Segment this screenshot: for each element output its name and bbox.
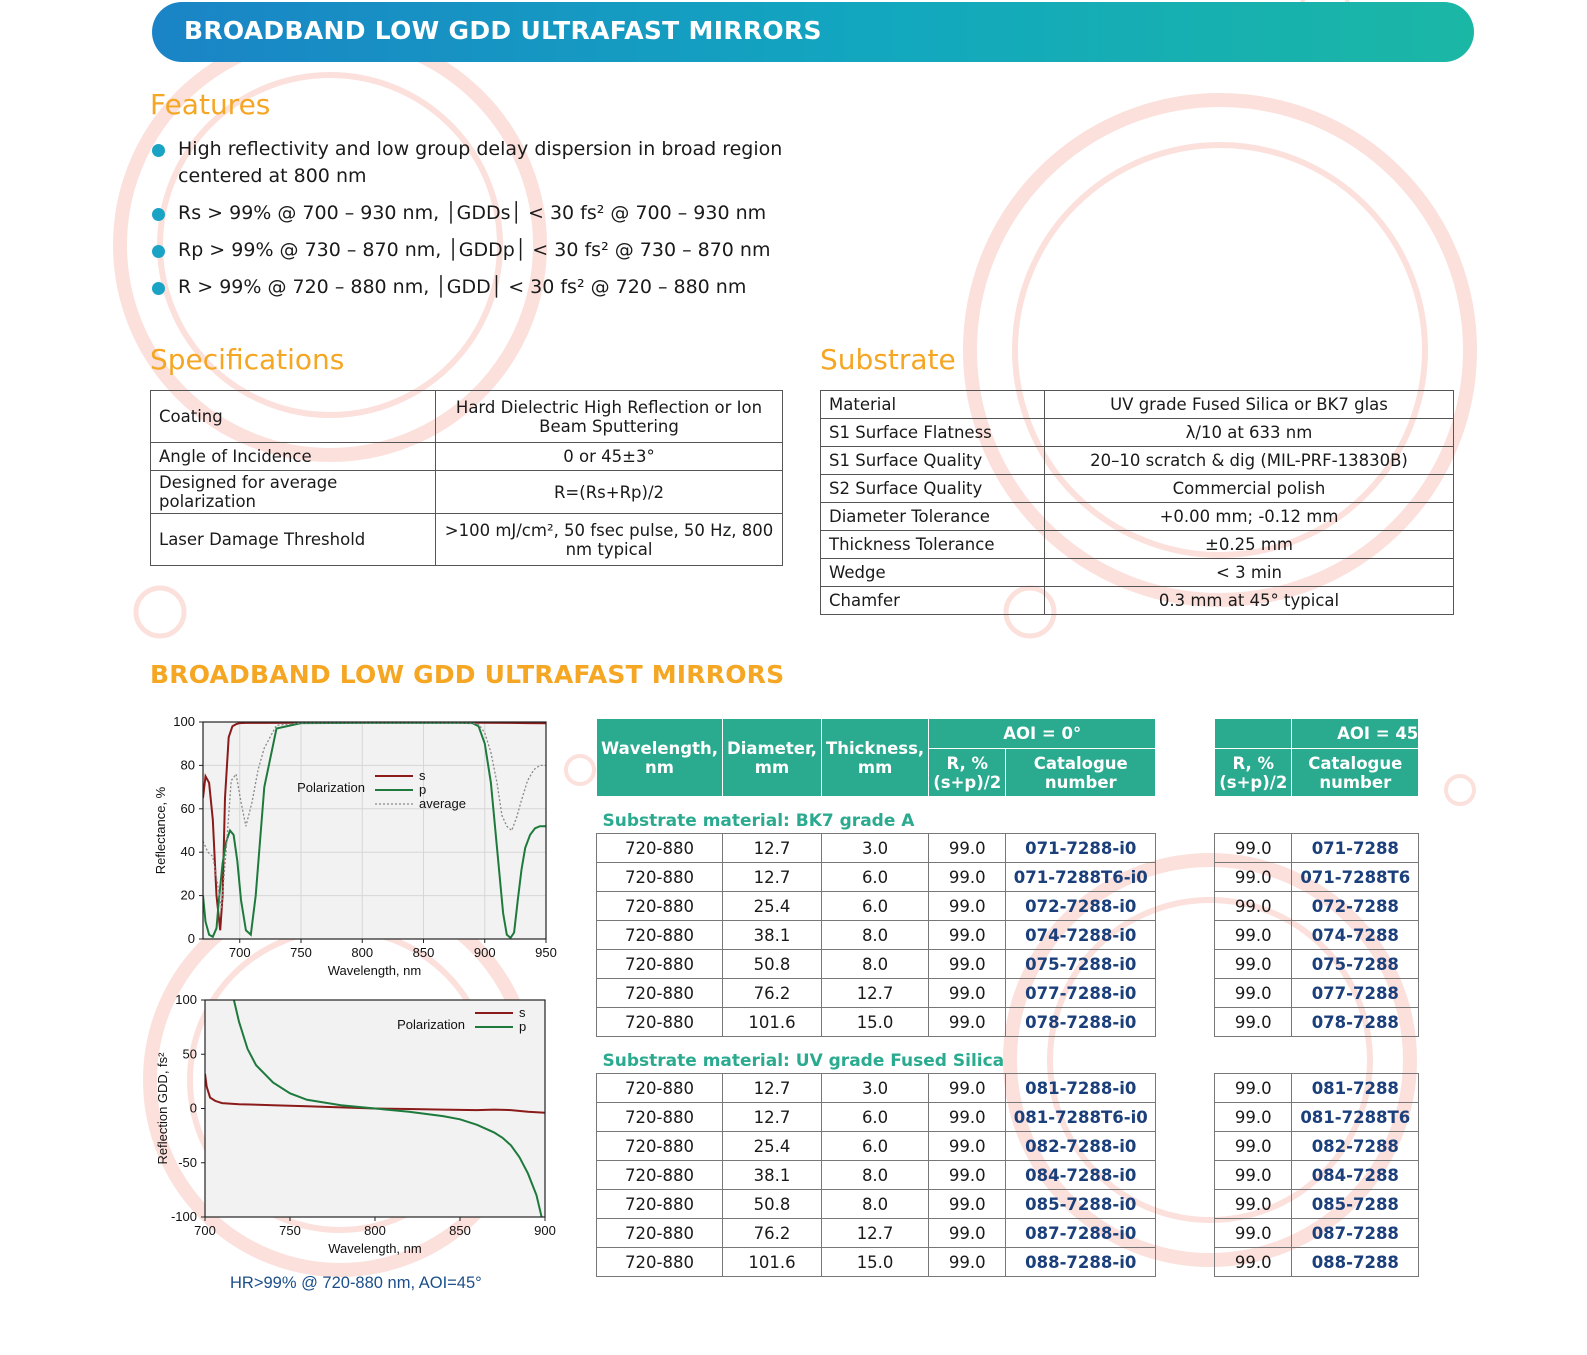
table-row: Thickness Tolerance ±0.25 mm (821, 531, 1454, 559)
catalogue-number: 071-7288-i0 (1006, 834, 1156, 863)
legend-label: s (419, 768, 426, 783)
diameter-cell: 76.2 (723, 979, 822, 1008)
table-row: Laser Damage Threshold >100 mJ/cm², 50 fsec pulse, 50 Hz, 800 nm typical (151, 514, 783, 566)
y-tick-label: -100 (170, 1209, 197, 1224)
reflectance-cell: 99.0 (929, 1190, 1006, 1219)
table-row (597, 1074, 1419, 1103)
reflectance-cell: 99.0 (929, 834, 1006, 863)
y-tick-label: 0 (189, 1100, 197, 1116)
diameter-cell: 50.8 (723, 1190, 822, 1219)
wavelength-cell: 720-880 (597, 1248, 723, 1277)
legend-label: p (419, 782, 427, 797)
table-row: Diameter Tolerance +0.00 mm; -0.12 mm (821, 503, 1454, 531)
table-row: Material UV grade Fused Silica or BK7 glas (821, 391, 1454, 419)
substrate-table (820, 390, 1454, 615)
reflectance-45-cell: 99.0 (1215, 979, 1292, 1008)
x-tick-label: 850 (412, 945, 435, 960)
reflectance-cell: 99.0 (929, 979, 1006, 1008)
catalogue-number-45: 071-7288T6 (1292, 863, 1419, 892)
wavelength-cell: 720-880 (597, 834, 723, 863)
catalogue-number-45: 087-7288 (1292, 1219, 1419, 1248)
spacer-cell (1156, 1008, 1215, 1037)
diameter-cell: 38.1 (723, 1161, 822, 1190)
thickness-cell: 15.0 (821, 1248, 928, 1277)
reflectance-45-cell: 99.0 (1215, 1161, 1292, 1190)
reflectance-cell: 99.0 (929, 950, 1006, 979)
table-row (597, 892, 1419, 921)
reflectance-cell: 99.0 (929, 1219, 1006, 1248)
table-row (597, 921, 1419, 950)
catalogue-number: 081-7288-i0 (1006, 1074, 1156, 1103)
catalogue-number: 077-7288-i0 (1006, 979, 1156, 1008)
spacer-cell (1156, 950, 1215, 979)
diameter-cell: 12.7 (723, 1103, 822, 1132)
thickness-cell: 8.0 (821, 950, 928, 979)
table-row (597, 1103, 1419, 1132)
x-tick-label: 800 (364, 1223, 386, 1238)
x-tick-label: 900 (473, 945, 496, 960)
x-axis-label: Wavelength, nm (327, 963, 422, 978)
diameter-cell: 76.2 (723, 1219, 822, 1248)
reflectance-cell: 99.0 (929, 1103, 1006, 1132)
spacer-cell (1156, 834, 1215, 863)
wavelength-cell: 720-880 (597, 921, 723, 950)
table-row (597, 1219, 1419, 1248)
reflectance-45-cell: 99.0 (1215, 921, 1292, 950)
x-tick-label: 700 (194, 1223, 216, 1238)
catalogue-number: 071-7288T6-i0 (1006, 863, 1156, 892)
table-row: Wedge < 3 min (821, 559, 1454, 587)
diameter-cell: 50.8 (723, 950, 822, 979)
y-tick-label: 20 (180, 887, 195, 903)
catalogue-number: 088-7288-i0 (1006, 1248, 1156, 1277)
x-tick-label: 850 (449, 1223, 471, 1238)
col-header-aoi45: AOI = 45 (1292, 719, 1419, 749)
table-row (597, 979, 1419, 1008)
spacer-cell (1156, 1074, 1215, 1103)
wavelength-cell: 720-880 (597, 863, 723, 892)
thickness-cell: 15.0 (821, 1008, 928, 1037)
table-row (597, 950, 1419, 979)
group-header-row (597, 1037, 1419, 1074)
spacer-cell (1156, 1219, 1215, 1248)
legend-title: Polarization (297, 780, 365, 795)
banner-title: BROADBAND LOW GDD ULTRAFAST MIRRORS (184, 16, 822, 45)
reflectance-45-cell: 99.0 (1215, 950, 1292, 979)
substrate-group-title: Substrate material: UV grade Fused Silica (602, 1051, 1005, 1071)
y-tick-label: 100 (173, 714, 195, 729)
thickness-cell: 12.7 (821, 979, 928, 1008)
diameter-cell: 38.1 (723, 921, 822, 950)
spacer-cell (1156, 1190, 1215, 1219)
catalogue-number-45: 084-7288 (1292, 1161, 1419, 1190)
spacer-cell (1156, 863, 1215, 892)
table-row: S1 Surface Quality 20–10 scratch & dig (MIL-PRF-13830B) (821, 447, 1454, 475)
reflectance-cell: 99.0 (929, 892, 1006, 921)
catalogue-number-45: 077-7288 (1292, 979, 1419, 1008)
reflectance-45-cell: 99.0 (1215, 1190, 1292, 1219)
x-tick-label: 900 (534, 1223, 556, 1238)
col-header-diameter: Diameter, mm (723, 719, 822, 797)
diameter-cell: 25.4 (723, 1132, 822, 1161)
spacer-cell (1156, 892, 1215, 921)
wavelength-cell: 720-880 (597, 950, 723, 979)
wavelength-cell: 720-880 (597, 1074, 723, 1103)
gdd-chart (150, 990, 570, 1270)
y-tick-label: 60 (180, 800, 195, 816)
reflectance-chart (150, 712, 570, 990)
reflectance-45-cell: 99.0 (1215, 1008, 1292, 1037)
spacer-cell (1156, 1161, 1215, 1190)
bullet-icon (152, 144, 165, 157)
reflectance-45-cell: 99.0 (1215, 1074, 1292, 1103)
wavelength-cell: 720-880 (597, 1103, 723, 1132)
catalogue-number-45: 082-7288 (1292, 1132, 1419, 1161)
catalogue-number-45: 071-7288 (1292, 834, 1419, 863)
thickness-cell: 8.0 (821, 1161, 928, 1190)
features-heading: Features (150, 88, 271, 121)
catalogue-number: 084-7288-i0 (1006, 1161, 1156, 1190)
table-row (597, 834, 1419, 863)
y-tick-label: 80 (180, 757, 195, 773)
catalogue-number-45: 081-7288T6 (1292, 1103, 1419, 1132)
table-row: Angle of Incidence 0 or 45±3° (151, 443, 783, 471)
wavelength-cell: 720-880 (597, 892, 723, 921)
spacer-cell (1156, 1103, 1215, 1132)
bullet-icon (152, 208, 165, 221)
diameter-cell: 101.6 (723, 1248, 822, 1277)
reflectance-45-cell: 99.0 (1215, 834, 1292, 863)
thickness-cell: 6.0 (821, 892, 928, 921)
y-tick-label: 0 (187, 931, 195, 946)
features-list (150, 136, 850, 311)
catalogue-number-45: 081-7288 (1292, 1074, 1419, 1103)
catalogue-number-45: 078-7288 (1292, 1008, 1419, 1037)
catalog-table (596, 718, 1419, 1277)
reflectance-45-cell: 99.0 (1215, 892, 1292, 921)
thickness-cell: 12.7 (821, 1219, 928, 1248)
thickness-cell: 6.0 (821, 1103, 928, 1132)
wavelength-cell: 720-880 (597, 1190, 723, 1219)
table-row: Designed for average polarization R=(Rs+Rp)/2 (151, 471, 783, 514)
chart-caption: HR>99% @ 720-880 nm, AOI=45° (230, 1274, 482, 1292)
feature-item: High reflectivity and low group delay dispersion in broad region centered at 800 nm (150, 136, 850, 190)
legend-label: s (519, 1005, 526, 1020)
spacer-cell (1156, 979, 1215, 1008)
group-header-row (597, 797, 1419, 834)
catalogue-number-45: 085-7288 (1292, 1190, 1419, 1219)
thickness-cell: 8.0 (821, 921, 928, 950)
wavelength-cell: 720-880 (597, 979, 723, 1008)
specifications-heading: Specifications (150, 343, 345, 376)
spacer-cell (1156, 921, 1215, 950)
reflectance-cell: 99.0 (929, 1161, 1006, 1190)
diameter-cell: 25.4 (723, 892, 822, 921)
thickness-cell: 3.0 (821, 1074, 928, 1103)
catalogue-number: 082-7288-i0 (1006, 1132, 1156, 1161)
thickness-cell: 6.0 (821, 1132, 928, 1161)
bullet-icon (152, 245, 165, 258)
table-row (597, 1161, 1419, 1190)
spacer-cell (1156, 1248, 1215, 1277)
diameter-cell: 12.7 (723, 834, 822, 863)
table-row (597, 1008, 1419, 1037)
reflectance-cell: 99.0 (929, 1248, 1006, 1277)
feature-item: Rs > 99% @ 700 – 930 nm, │GDDs│ < 30 fs² @ 700 – 930 nm (150, 200, 850, 227)
catalogue-number-45: 075-7288 (1292, 950, 1419, 979)
col-header-thickness: Thickness, mm (821, 719, 928, 797)
col-header-r-45: R, % (s+p)/2 (1215, 749, 1292, 797)
catalogue-number: 087-7288-i0 (1006, 1219, 1156, 1248)
wavelength-cell: 720-880 (597, 1219, 723, 1248)
y-tick-label: 100 (175, 992, 197, 1007)
col-header-r: R, % (s+p)/2 (929, 749, 1006, 797)
x-axis-label: Wavelength, nm (328, 1241, 422, 1256)
col-header-catalogue-45: Catalogue number (1292, 749, 1419, 797)
thickness-cell: 8.0 (821, 1190, 928, 1219)
y-tick-label: 40 (180, 844, 195, 860)
substrate-group-title: Substrate material: BK7 grade A (602, 811, 915, 831)
diameter-cell: 101.6 (723, 1008, 822, 1037)
catalogue-number-45: 088-7288 (1292, 1248, 1419, 1277)
catalogue-number-45: 074-7288 (1292, 921, 1419, 950)
table-row: S1 Surface Flatness λ/10 at 633 nm (821, 419, 1454, 447)
feature-item: Rp > 99% @ 730 – 870 nm, │GDDp│ < 30 fs² @ 730 – 870 nm (150, 237, 850, 264)
table-row (597, 1132, 1419, 1161)
wavelength-cell: 720-880 (597, 1161, 723, 1190)
wavelength-cell: 720-880 (597, 1008, 723, 1037)
reflectance-cell: 99.0 (929, 1074, 1006, 1103)
x-tick-label: 950 (535, 945, 557, 960)
thickness-cell: 3.0 (821, 834, 928, 863)
legend-title: Polarization (397, 1017, 465, 1032)
y-axis-label: Reflectance, % (153, 786, 168, 875)
catalogue-number: 081-7288T6-i0 (1006, 1103, 1156, 1132)
col-header-catalogue: Catalogue number (1006, 749, 1156, 797)
reflectance-45-cell: 99.0 (1215, 863, 1292, 892)
x-tick-label: 800 (351, 945, 374, 960)
catalogue-number: 085-7288-i0 (1006, 1190, 1156, 1219)
y-tick-label: -50 (178, 1154, 197, 1170)
diameter-cell: 12.7 (723, 863, 822, 892)
spacer-cell (1156, 1132, 1215, 1161)
reflectance-cell: 99.0 (929, 1008, 1006, 1037)
y-axis-label: Reflection GDD, fs² (155, 1052, 170, 1165)
reflectance-45-cell: 99.0 (1215, 1132, 1292, 1161)
legend-label: p (519, 1019, 527, 1034)
feature-item: R > 99% @ 720 – 880 nm, │GDD│ < 30 fs² @ 720 – 880 nm (150, 274, 850, 301)
diameter-cell: 12.7 (723, 1074, 822, 1103)
substrate-heading: Substrate (820, 343, 956, 376)
catalogue-number: 075-7288-i0 (1006, 950, 1156, 979)
col-header-aoi0: AOI = 0° (929, 719, 1156, 749)
legend-label: average (419, 796, 466, 811)
table-row: Chamfer 0.3 mm at 45° typical (821, 587, 1454, 615)
reflectance-45-cell: 99.0 (1215, 1219, 1292, 1248)
thickness-cell: 6.0 (821, 863, 928, 892)
table-row (597, 863, 1419, 892)
x-tick-label: 750 (279, 1223, 301, 1238)
reflectance-cell: 99.0 (929, 921, 1006, 950)
reflectance-45-cell: 99.0 (1215, 1248, 1292, 1277)
table-row (597, 1248, 1419, 1277)
reflectance-cell: 99.0 (929, 863, 1006, 892)
table-row (597, 1190, 1419, 1219)
col-header-wavelength: Wavelength, nm (597, 719, 723, 797)
section-heading: BROADBAND LOW GDD ULTRAFAST MIRRORS (150, 660, 785, 689)
bullet-icon (152, 282, 165, 295)
reflectance-cell: 99.0 (929, 1132, 1006, 1161)
x-tick-label: 750 (290, 945, 312, 960)
table-row: Coating Hard Dielectric High Reflection or Ion Beam Sputtering (151, 391, 783, 443)
catalogue-number: 078-7288-i0 (1006, 1008, 1156, 1037)
specifications-table (150, 390, 783, 566)
wavelength-cell: 720-880 (597, 1132, 723, 1161)
catalogue-number-45: 072-7288 (1292, 892, 1419, 921)
catalogue-number: 074-7288-i0 (1006, 921, 1156, 950)
catalogue-number: 072-7288-i0 (1006, 892, 1156, 921)
reflectance-45-cell: 99.0 (1215, 1103, 1292, 1132)
table-row: S2 Surface Quality Commercial polish (821, 475, 1454, 503)
y-tick-label: 50 (182, 1046, 197, 1062)
title-banner (152, 2, 1474, 62)
x-tick-label: 700 (228, 945, 251, 960)
